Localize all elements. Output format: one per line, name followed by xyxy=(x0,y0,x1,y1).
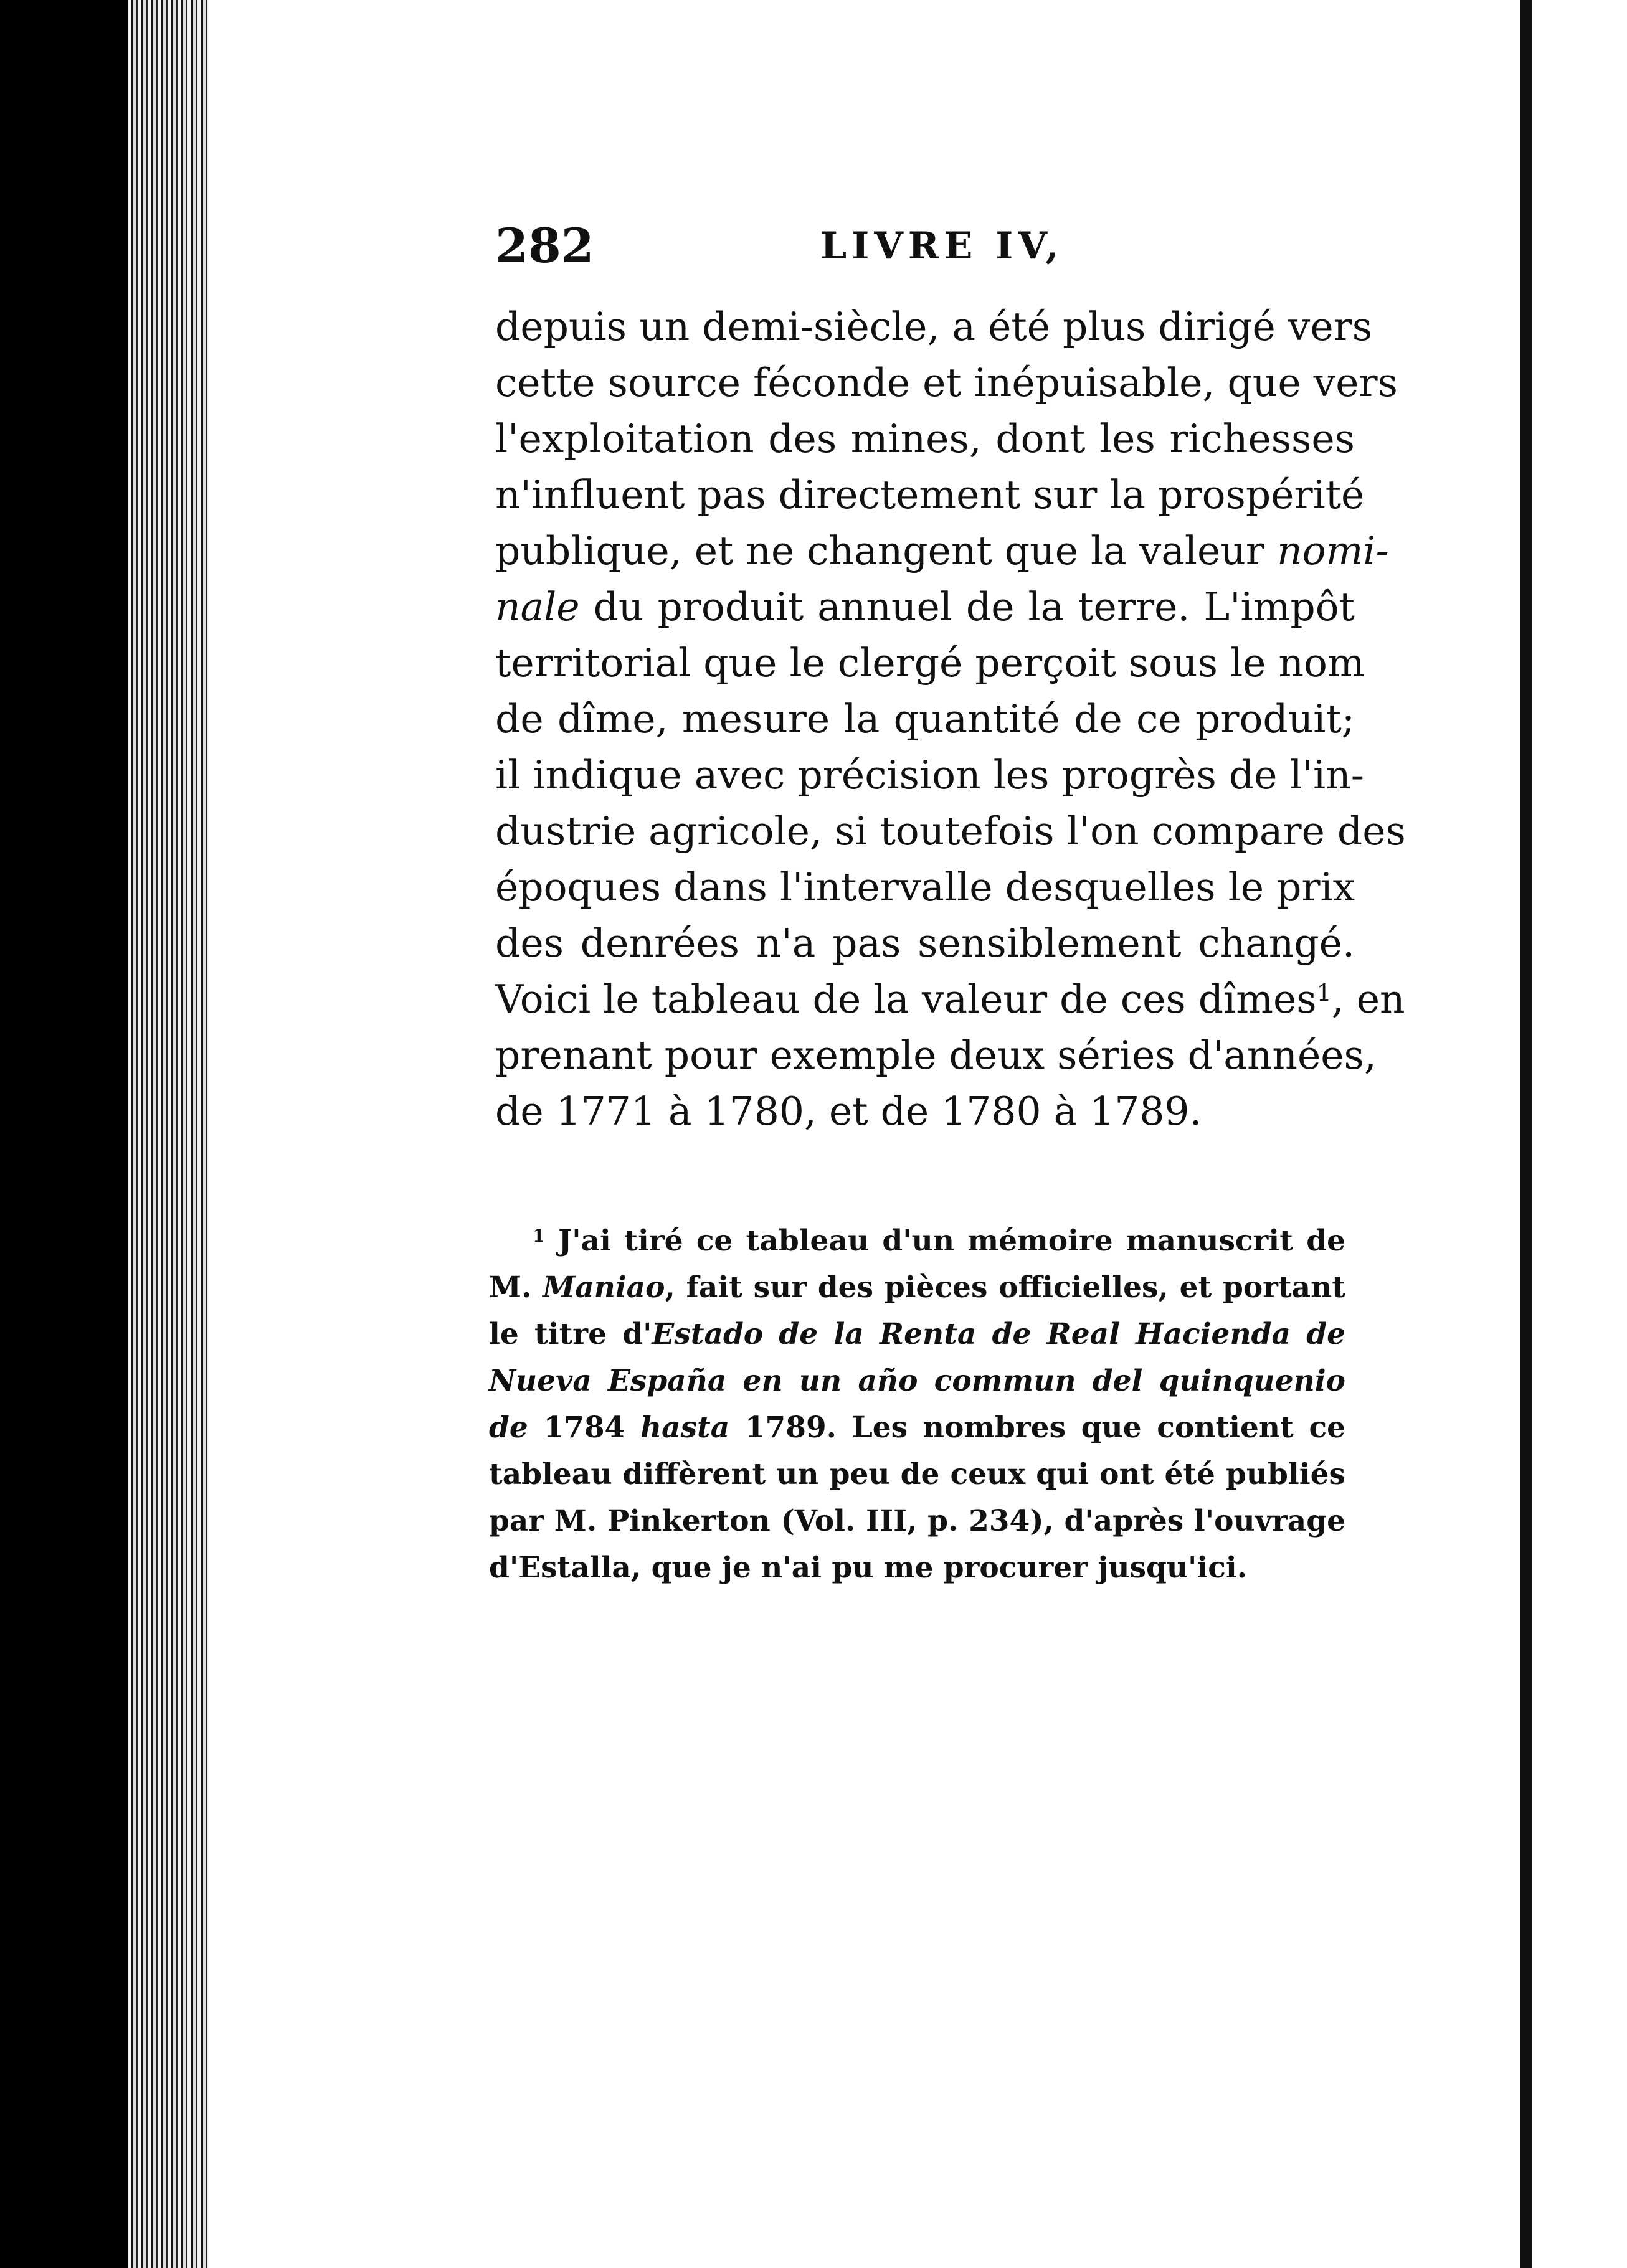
text-line xyxy=(495,971,1405,1028)
italic-text: Nueva España en un año commun del quinquenio xyxy=(489,1364,1345,1398)
italic-text: de xyxy=(489,1410,528,1445)
footnote-line: par M. Pinkerton (Vol. III, p. 234), d'après l'ouvrage xyxy=(489,1504,1345,1538)
main-text xyxy=(495,299,1406,1140)
text-line: il indique avec précision les progrès de l'in- xyxy=(495,752,1365,798)
text-line: des denrées n'a pas sensiblement changé. xyxy=(495,920,1355,966)
book-page-edges xyxy=(128,0,209,2268)
text-segment: 1784 xyxy=(528,1410,640,1445)
italic-text: hasta xyxy=(640,1410,730,1445)
text-line: prenant pour exemple deux séries d'années, xyxy=(495,1032,1377,1078)
text-line: cette source féconde et inépuisable, que vers xyxy=(495,360,1398,405)
text-line: époques dans l'intervalle desquelles le prix xyxy=(495,864,1355,910)
footnote-line: d'Estalla, que je n'ai pu me procurer jusqu'ici. xyxy=(489,1551,1248,1585)
text-segment: , en xyxy=(1331,976,1405,1022)
italic-word: nale xyxy=(495,584,580,630)
footnote xyxy=(489,1217,1345,1591)
text-segment: M. xyxy=(489,1270,543,1305)
footnote-line xyxy=(489,1404,1345,1451)
footnote-marker: 1 xyxy=(533,1225,545,1246)
facing-page-edge xyxy=(1532,0,1627,2268)
text-line: de dîme, mesure la quantité de ce produit; xyxy=(495,696,1355,742)
text-segment: le titre d' xyxy=(489,1317,652,1351)
text-line: territorial que le clergé perçoit sous le nom xyxy=(495,640,1365,686)
running-head xyxy=(495,212,1355,280)
footnote-reference: 1 xyxy=(1316,979,1332,1007)
text-segment: du produit annuel de la terre. L'impôt xyxy=(593,584,1355,630)
page-number: 282 xyxy=(495,218,594,273)
text-line: l'exploitation des mines, dont les richesses xyxy=(495,416,1355,461)
text-line xyxy=(495,579,1355,635)
footnote-line: tableau diffèrent un peu de ceux qui ont été publiés xyxy=(489,1457,1345,1491)
text-segment: J'ai tiré ce tableau d'un mémoire manuscrit de xyxy=(557,1224,1345,1258)
text-line: de 1771 à 1780, et de 1780 à 1789. xyxy=(495,1089,1202,1134)
footnote-line xyxy=(489,1217,1345,1264)
text-segment: publique, et ne changent que la valeur xyxy=(495,528,1278,574)
text-line xyxy=(495,523,1389,579)
text-line: dustrie agricole, si toutefois l'on compare des xyxy=(495,808,1406,854)
italic-text: Estado de la Renta de Real Hacienda de xyxy=(652,1317,1345,1351)
footnote-line xyxy=(489,1311,1345,1358)
book-label: LIVRE IV, xyxy=(820,224,1064,268)
text-line: n'influent pas directement sur la prospérité xyxy=(495,472,1365,517)
text-segment: Voici le tableau de la valeur de ces dîmes xyxy=(495,976,1317,1022)
footnote-line xyxy=(489,1264,1345,1311)
text-segment: 1789. Les nombres que contient ce xyxy=(729,1410,1345,1445)
text-segment: , fait sur des pièces officielles, et portant xyxy=(665,1270,1345,1305)
text-line: depuis un demi-siècle, a été plus dirigé vers xyxy=(495,304,1373,349)
italic-text: Maniao xyxy=(543,1270,665,1305)
footnote-line xyxy=(489,1358,1345,1404)
gutter-shadow xyxy=(1520,0,1532,2268)
italic-word: nomi- xyxy=(1277,528,1389,574)
